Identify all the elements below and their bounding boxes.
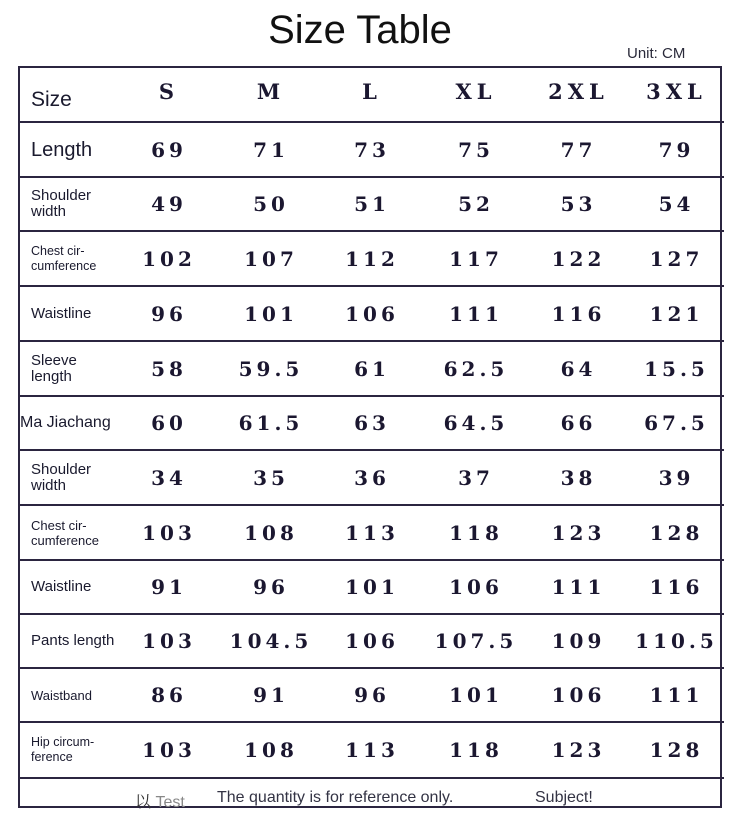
table-cell: 61 [320,341,424,396]
table-cell: 91 [116,560,222,614]
table-cell: 35 [222,450,320,505]
table-cell: 52 [424,177,528,231]
table-cell: 106 [528,668,629,722]
table-cell: 111 [424,286,528,341]
table-cell: 103 [116,614,222,668]
table-cell: 71 [222,122,320,177]
table-cell: 102 [116,231,222,286]
table-row [20,341,724,396]
table-row [20,231,724,286]
table-cell: 110.5 [629,614,724,668]
table-cell: 39 [629,450,724,505]
table-cell: 116 [629,560,724,614]
table-cell: 91 [222,668,320,722]
table-cell: 107 [222,231,320,286]
row-label: Chest cir-cumference [20,505,116,560]
row-label: Chest cir-cumference [20,231,116,286]
table-row [20,450,724,505]
table-cell: 75 [424,122,528,177]
table-cell: 62.5 [424,341,528,396]
table-cell: 112 [320,231,424,286]
table-row [20,668,724,722]
row-label: Ma Jiachang [20,396,116,450]
row-label: Pants length [20,614,116,668]
table-cell: 123 [528,505,629,560]
table-cell: 37 [424,450,528,505]
size-header-l: L [362,79,382,104]
table-row [20,614,724,668]
table-row [20,396,724,450]
footer-note: The quantity is for reference only. [217,789,454,806]
table-cell: 107.5 [424,614,528,668]
table-cell: 106 [424,560,528,614]
table-cell: 118 [424,722,528,778]
table-cell: 106 [320,614,424,668]
table-cell: 106 [320,286,424,341]
table-cell: 64.5 [424,396,528,450]
page-title: Size Table [268,8,452,52]
table-row [20,286,724,341]
table-cell: 117 [424,231,528,286]
table-cell: 73 [320,122,424,177]
table-cell: 51 [320,177,424,231]
table-cell: 121 [629,286,724,341]
table-cell: 122 [528,231,629,286]
row-label: Length [20,122,116,177]
row-label: Waistband [20,668,116,722]
table-cell: 50 [222,177,320,231]
table-cell: 60 [116,396,222,450]
footer-cell [20,778,724,819]
unit-label: Unit: CM [627,45,686,62]
table-cell: 86 [116,668,222,722]
table-cell: 53 [528,177,629,231]
row-label: Waistline [20,560,116,614]
table-cell: 128 [629,722,724,778]
row-label: Sleeve length [20,341,116,396]
table-cell: 96 [320,668,424,722]
table-cell: 103 [116,722,222,778]
table-cell: 54 [629,177,724,231]
size-header-3xl: 3XL [646,79,707,104]
size-table [20,68,724,819]
table-cell: 108 [222,505,320,560]
table-cell: 58 [116,341,222,396]
table-cell: 61.5 [222,396,320,450]
row-label: Hip circum-ference [20,722,116,778]
table-cell: 34 [116,450,222,505]
row-label: Shoulder width [20,177,116,231]
table-cell: 79 [629,122,724,177]
table-row [20,177,724,231]
table-cell: 96 [222,560,320,614]
footer-test: Test [155,794,185,811]
table-cell: 101 [222,286,320,341]
footer-tag [135,789,185,812]
size-header-label: Size [31,88,72,111]
size-header-2xl: 2XL [548,79,609,104]
row-label: Shoulder width [20,450,116,505]
footer-subject: Subject! [535,789,593,806]
size-header-xl: XL [455,79,497,104]
table-cell: 63 [320,396,424,450]
footer-row [20,778,724,819]
table-cell: 118 [424,505,528,560]
size-header-s: S [158,79,180,104]
table-cell: 123 [528,722,629,778]
header-row [20,68,724,122]
table-cell: 77 [528,122,629,177]
table-cell: 38 [528,450,629,505]
table-cell: 111 [629,668,724,722]
table-cell: 111 [528,560,629,614]
table-cell: 64 [528,341,629,396]
table-cell: 36 [320,450,424,505]
table-row [20,505,724,560]
table-cell: 113 [320,505,424,560]
table-cell: 96 [116,286,222,341]
size-header-m: M [256,79,286,104]
table-cell: 103 [116,505,222,560]
table-cell: 49 [116,177,222,231]
table-cell: 104.5 [222,614,320,668]
table-cell: 109 [528,614,629,668]
table-cell: 108 [222,722,320,778]
table-cell: 66 [528,396,629,450]
table-cell: 59.5 [222,341,320,396]
table-cell: 101 [424,668,528,722]
table-cell: 116 [528,286,629,341]
table-row [20,122,724,177]
footer-char: 以 [135,794,152,811]
table-cell: 127 [629,231,724,286]
table-row [20,560,724,614]
table-cell: 101 [320,560,424,614]
table-cell: 67.5 [629,396,724,450]
table-row [20,722,724,778]
table-cell: 69 [116,122,222,177]
table-cell: 113 [320,722,424,778]
row-label: Waistline [20,286,116,341]
table-cell: 128 [629,505,724,560]
table-cell: 15.5 [629,341,724,396]
